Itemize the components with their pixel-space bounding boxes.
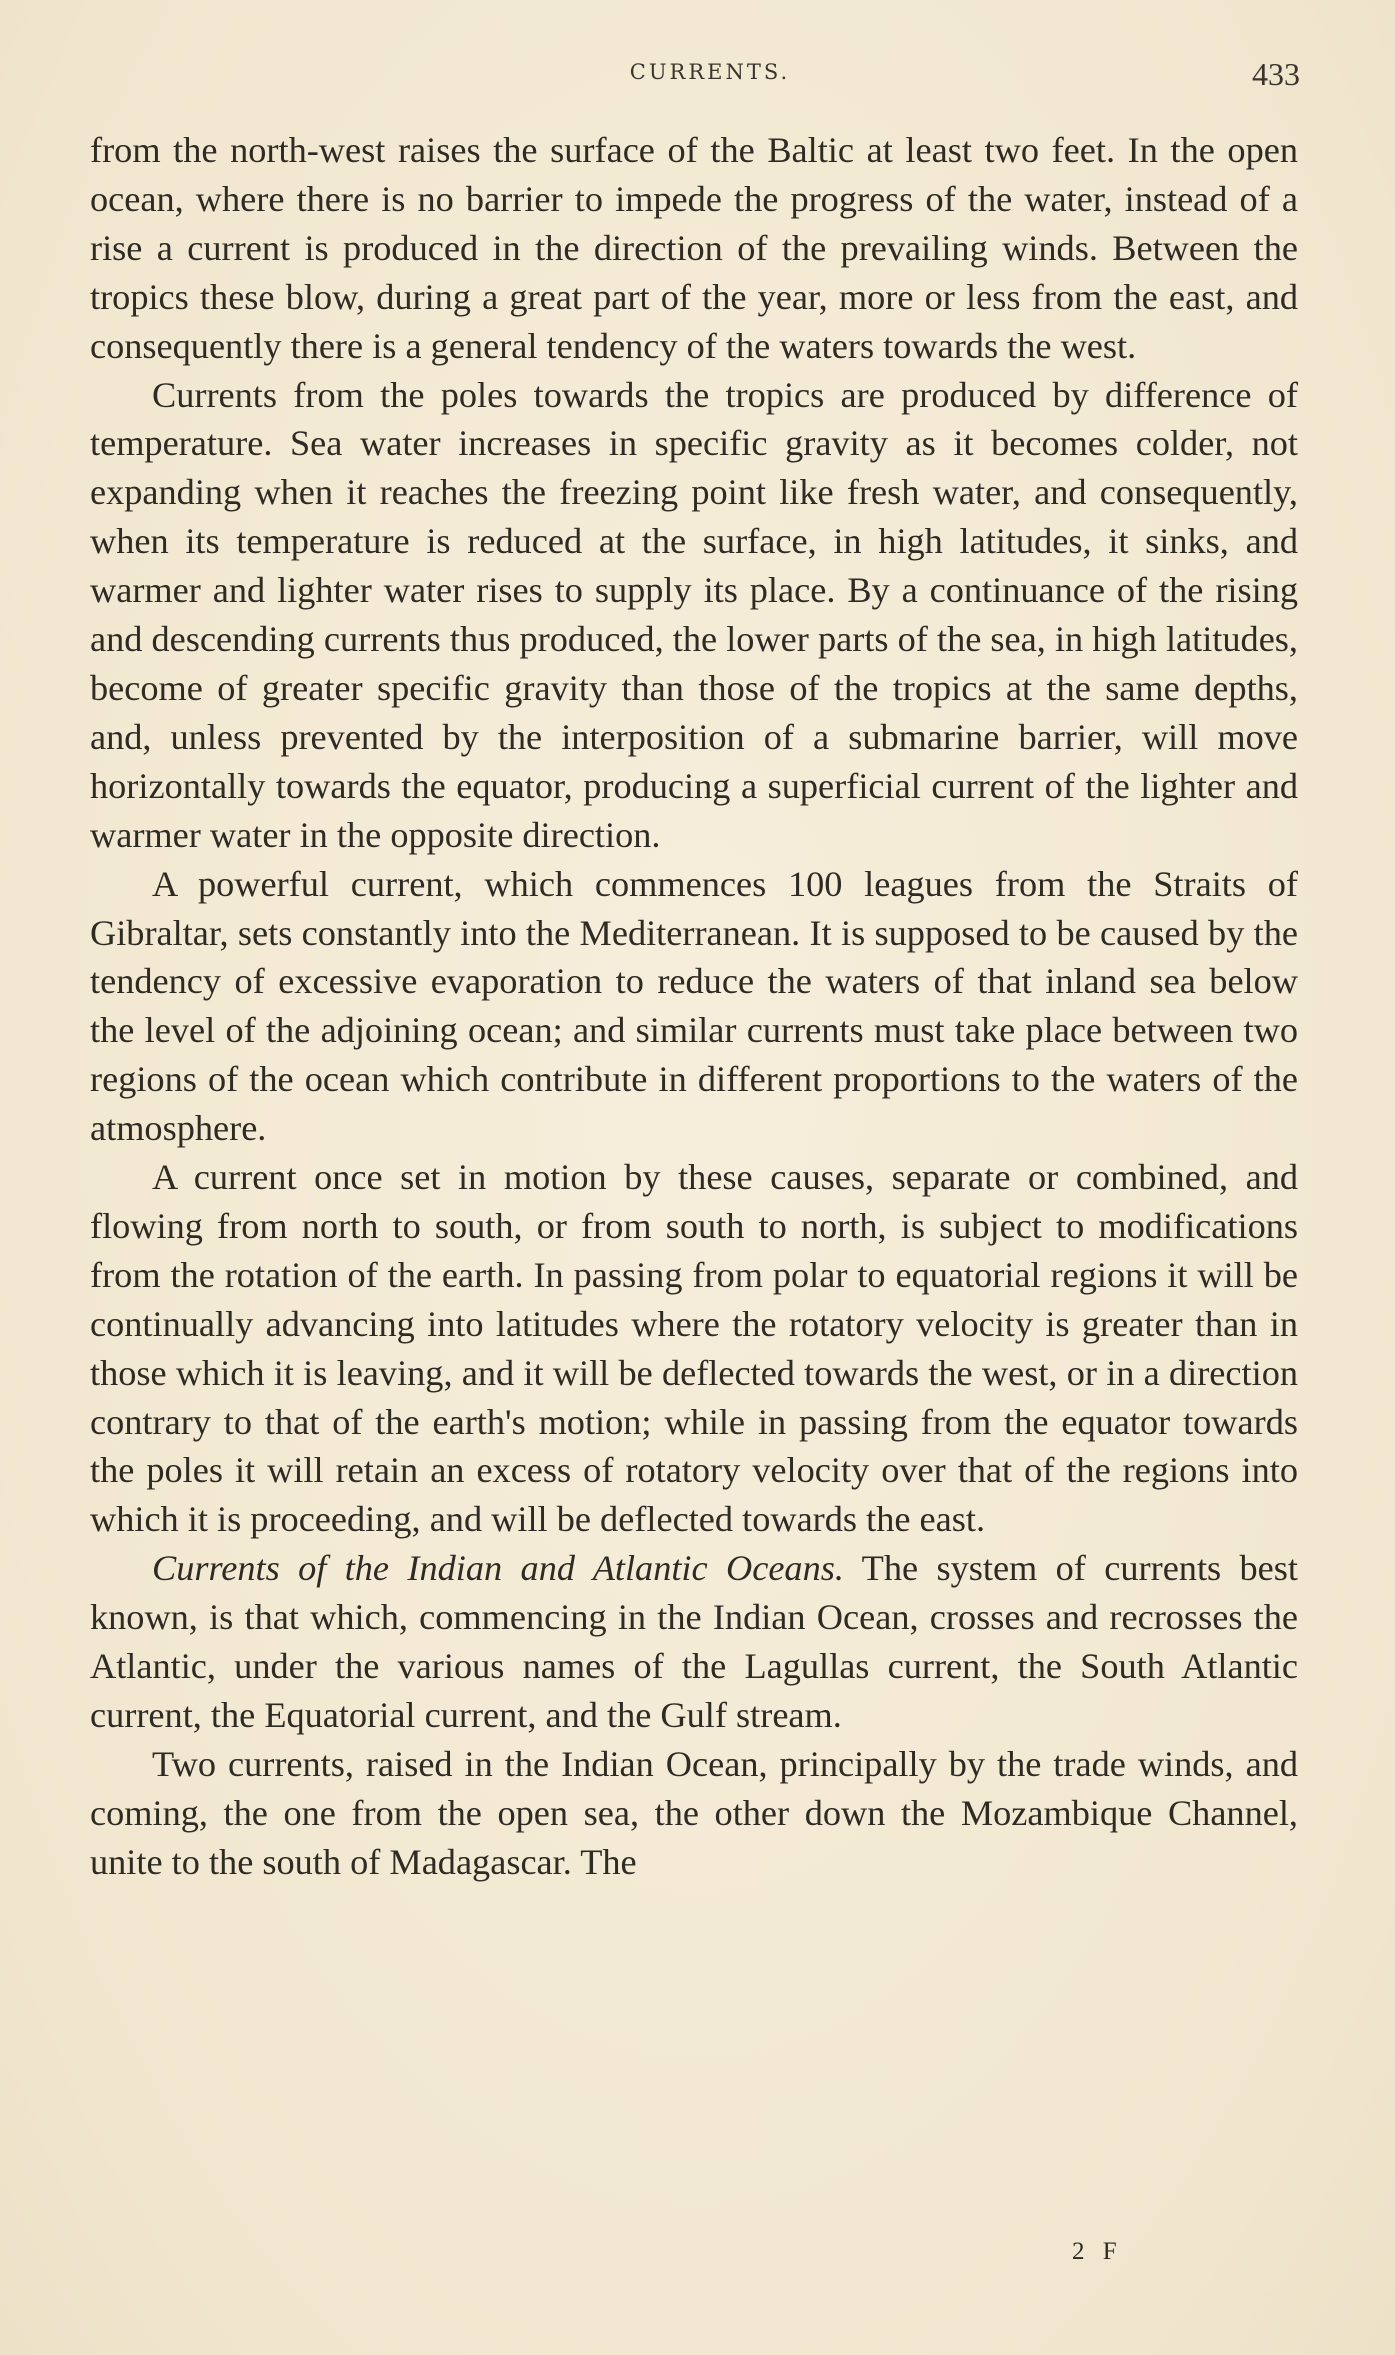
- section-title: Currents of the Indian and Atlantic Oceans.: [152, 1548, 844, 1589]
- running-head: CURRENTS.: [629, 60, 791, 84]
- signature-mark: 2 F: [1072, 2238, 1123, 2265]
- section-text: The system of currents best known, is that which, commencing in the Indian Ocean, crosses and recrosses the Atlantic, under the various names of the Lagullas current, the South Atlantic current, the Equatorial current, and the Gulf stream.: [90, 1548, 1298, 1735]
- paragraph: from the north-west raises the surface of the Baltic at least two feet. In the open ocean, where there is no barrier to impede the progress of the water, instead of a rise a current is produced in the direction of the prevailing winds. Between the tropics these blow, during a great part of the year, more or less from the east, and consequently there is a general tendency of the waters towards the west.: [90, 130, 1298, 366]
- paragraph: Two currents, raised in the Indian Ocean, principally by the trade winds, and coming, the one from the open sea, the other down the Mozambique Channel, unite to the south of Madagascar. The: [90, 1743, 1298, 1882]
- paragraph: A powerful current, which commences 100 leagues from the Straits of Gibraltar, sets constantly into the Mediterranean. It is supposed to be caused by the tendency of excessive evaporation to reduce the waters of that inland sea below the level of the adjoining ocean; and similar currents must take place between two regions of the ocean which contribute in different proportions to the waters of the atmosphere.: [90, 863, 1298, 1149]
- paragraph: Currents from the poles towards the tropics are produced by difference of temperature. Sea water increases in specific gravity as it becomes colder, not expanding when it reaches the freezing point like fresh water, and consequently, when its temperature is reduced at the surface, in high latitudes, it sinks, and warmer and lighter water rises to supply its place. By a continuance of the rising and descending currents thus produced, the lower parts of the sea, in high latitudes, become of greater specific gravity than those of the tropics at the same depths, and, unless prevented by the interposition of a submarine barrier, will move horizontally towards the equator, producing a superficial current of the lighter and warmer water in the opposite direction.: [90, 374, 1298, 855]
- page-header: [90, 56, 1300, 96]
- body-text: [90, 126, 1298, 1887]
- page-number: 433: [1252, 56, 1300, 92]
- paragraph: A current once set in motion by these causes, separate or combined, and flowing from north to south, or from south to north, is subject to modifications from the rotation of the earth. In passing from polar to equatorial regions it will be continually advancing into latitudes where the rotatory velocity is greater than in those which it is leaving, and it will be deflected towards the west, or in a direction contrary to that of the earth's motion; while in passing from the equator towards the poles it will retain an excess of rotatory velocity over that of the regions into which it is proceeding, and will be deflected towards the east.: [90, 1157, 1298, 1540]
- paragraph: [90, 1544, 1298, 1740]
